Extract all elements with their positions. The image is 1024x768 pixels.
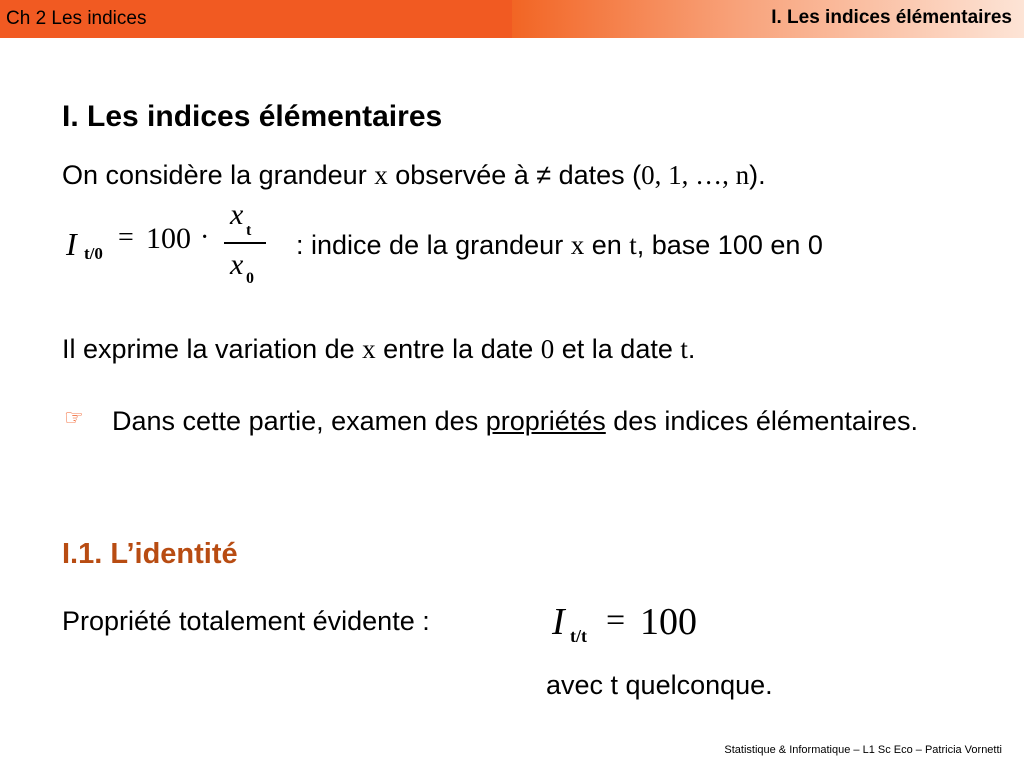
variation-zero: 0 (540, 334, 555, 364)
formula-denominator: x (230, 248, 244, 281)
bullet-text-1: Dans cette partie, examen des (112, 406, 486, 436)
page-title: I. Les indices élémentaires (62, 100, 443, 133)
definition-text-1: : indice de la grandeur (296, 230, 571, 260)
variation-text-1: Il exprime la variation de (62, 334, 363, 364)
identity-index-symbol: I (552, 601, 565, 643)
definition-text-3: , base 100 en 0 (636, 230, 823, 260)
intro-text-2: observée à ≠ dates ( (387, 160, 642, 190)
pointing-hand-icon: ☞ (64, 405, 84, 430)
intro-line (62, 160, 766, 191)
formula-numerator-subscript: t (246, 222, 252, 239)
formula-index-symbol: I (66, 226, 77, 262)
formula-index-subscript: t/0 (84, 244, 103, 263)
definition-var-t: t (629, 230, 637, 260)
formula-dot: · (200, 222, 210, 253)
variation-text-4: . (687, 334, 696, 364)
formula-denominator-subscript: 0 (246, 270, 254, 287)
identity-note: avec t quelconque. (546, 670, 773, 700)
identity-equals: = (606, 602, 626, 639)
identity-value: 100 (640, 601, 697, 643)
chapter-title: Ch 2 Les indices (6, 8, 147, 29)
variation-text-2: entre la date (375, 334, 541, 364)
formula-hundred: 100 (146, 222, 191, 255)
variation-line (62, 334, 695, 365)
identity-text: Propriété totalement évidente : (62, 606, 430, 636)
formula-numerator: x (230, 198, 244, 231)
formula-equals: = (118, 222, 134, 253)
fraction-bar (224, 242, 266, 244)
identity-formula (548, 600, 728, 656)
subsection-title: I.1. L’identité (62, 538, 238, 570)
section-header-title: I. Les indices élémentaires (771, 7, 1012, 28)
definition-text-2: en (584, 230, 630, 260)
variation-var-x: x (362, 334, 376, 364)
bullet-text-2: des indices élémentaires. (605, 406, 918, 436)
identity-index-subscript: t/t (570, 626, 587, 646)
intro-text-3: ). (749, 160, 766, 190)
intro-text-1: On considère la grandeur (62, 160, 375, 190)
index-formula (60, 200, 270, 296)
definition-line (296, 230, 823, 261)
variation-var-t: t (680, 334, 688, 364)
footer: Statistique & Informatique – L1 Sc Eco – Patricia Vornetti (724, 744, 1002, 756)
bullet-underlined: propriétés (485, 406, 606, 436)
bullet-item (112, 400, 952, 442)
definition-var-x: x (570, 230, 585, 260)
variation-text-3: et la date (554, 334, 681, 364)
intro-var-x: x (374, 160, 388, 190)
intro-dates: 0, 1, …, n (641, 160, 750, 190)
